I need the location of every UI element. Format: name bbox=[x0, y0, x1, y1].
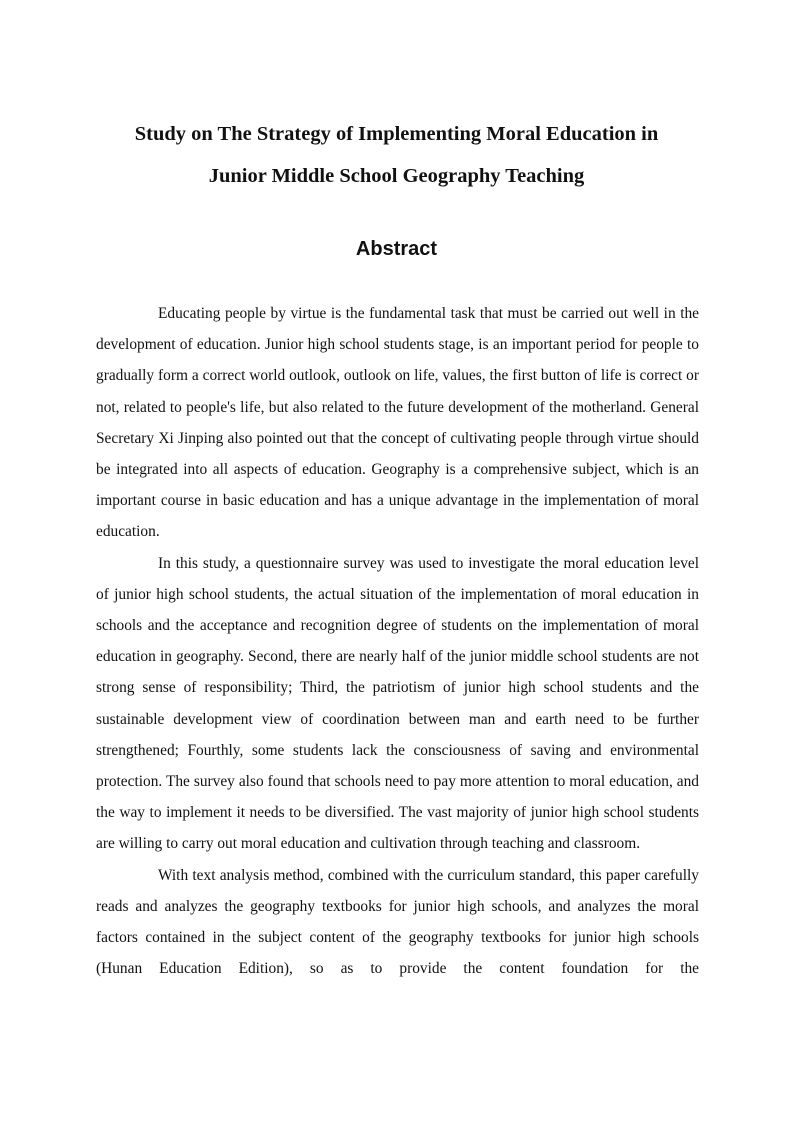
abstract-paragraph-2: In this study, a questionnaire survey was used to investigate the moral education level of junior high school students, the actual situation of the implementation of moral education in schools and the acceptance and recognition degree of students on the implementation of moral education in geography. Second, there are nearly half of the junior middle school students are not strong sense of responsibility; Third, the patriotism of junior high school students and the sustainable development view of coordination between man and earth need to be further strengthened; Fourthly, some students lack the consciousness of saving and environmental protection. The survey also found that schools need to pay more attention to moral education, and the way to implement it needs to be diversified. The vast majority of junior high school students are willing to carry out moral education and cultivation through teaching and classroom. bbox=[96, 554, 699, 853]
abstract-heading: Abstract bbox=[355, 238, 438, 260]
title-line-2: Junior Middle School Geography Teaching bbox=[208, 165, 585, 187]
abstract-paragraph-1: Educating people by virtue is the fundamental task that must be carried out well in the development of education. Junior high school students stage, is an important period for people to gradually form a correct world outlook, outlook on life, values, the first button of life is correct or not, related to people's life, but also related to the future development of the motherland. General Secretary Xi Jinping also pointed out that the concept of cultivating people through virtue should be integrated into all aspects of education. Geography is a comprehensive subject, which is an important course in basic education and has a unique advantage in the implementation of moral education. bbox=[96, 305, 699, 541]
title-line-1: Study on The Strategy of Implementing Moral Education in bbox=[134, 123, 659, 145]
abstract-paragraph-3: With text analysis method, combined with the curriculum standard, this paper carefully reads and analyzes the geography textbooks for junior high schools, and analyzes the moral factors contained in the subject content of the geography textbooks for junior high schools (Hunan Education Edition), so as to provide the content foundation for the bbox=[96, 866, 699, 978]
abstract-body bbox=[96, 298, 699, 984]
